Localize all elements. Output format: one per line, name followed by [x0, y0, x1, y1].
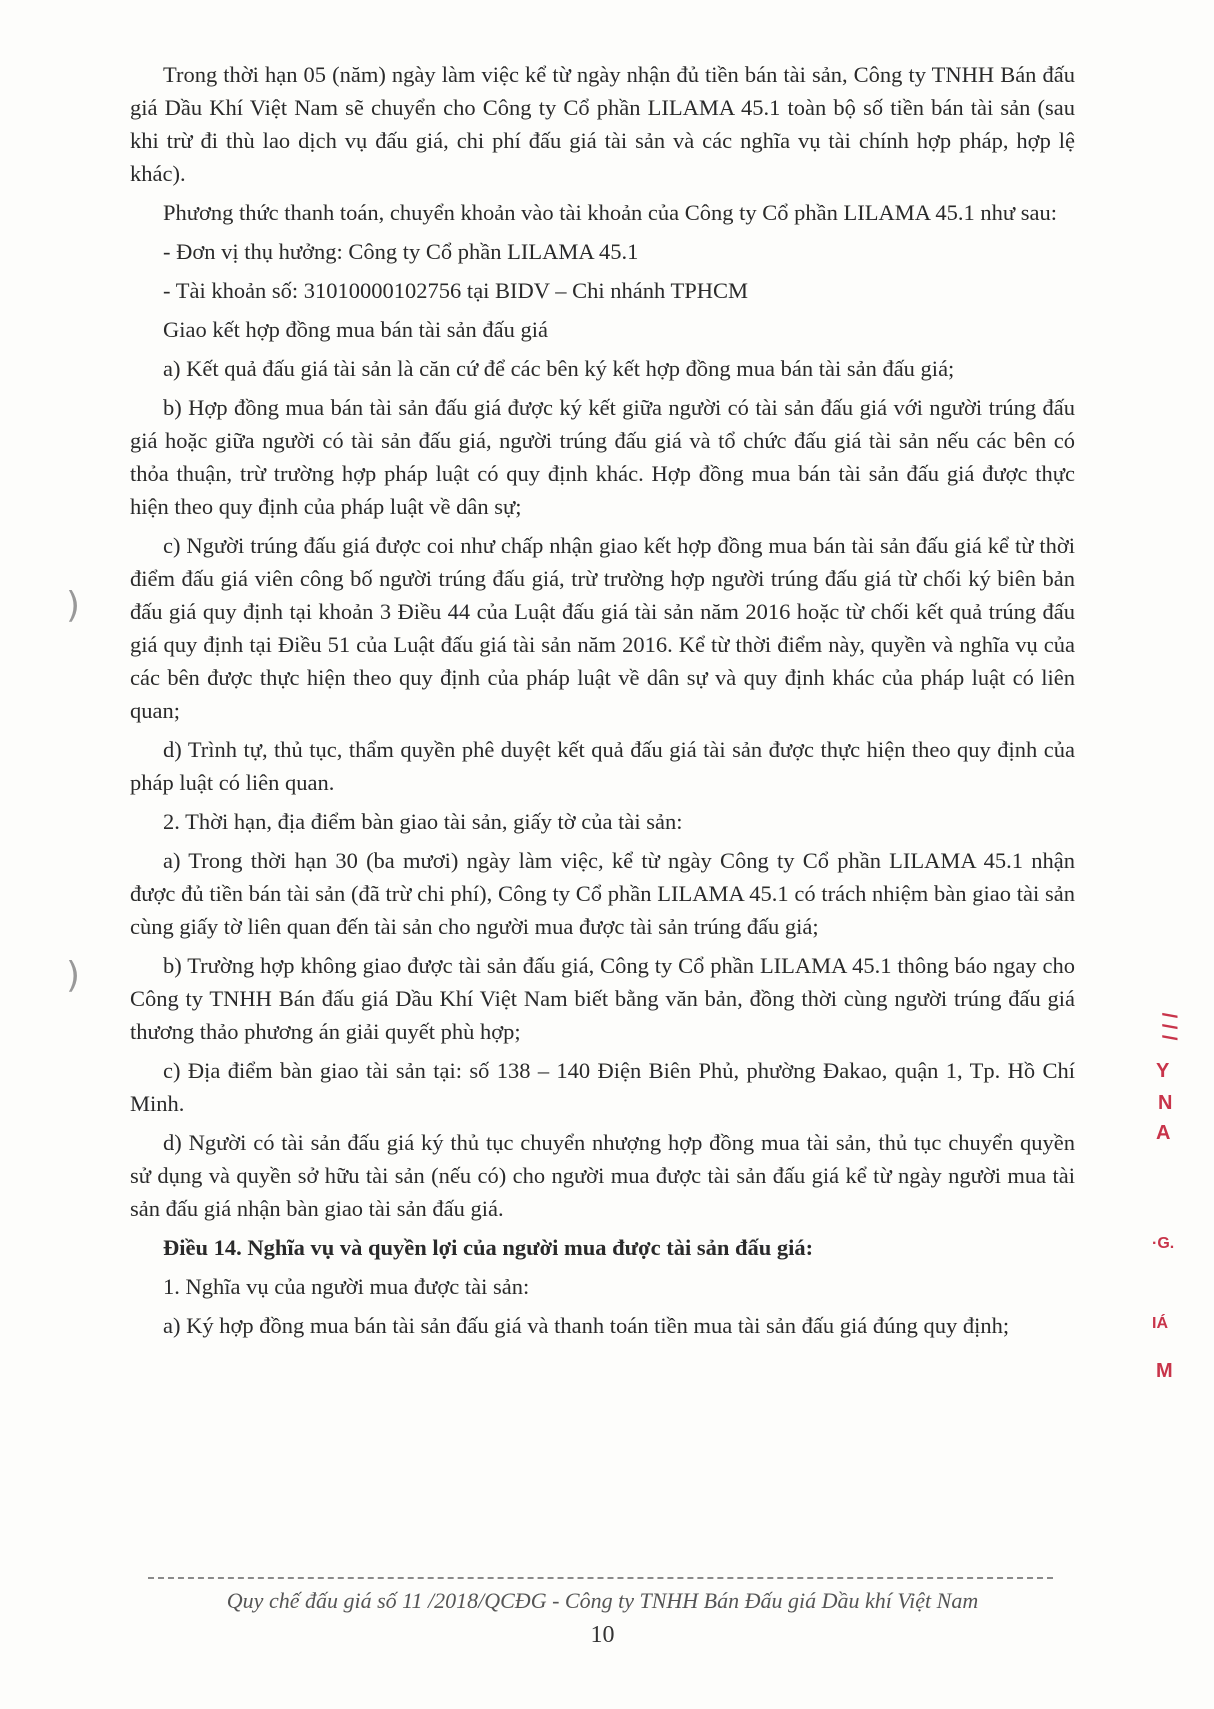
paragraph-item-c-winner: c) Người trúng đấu giá được coi như chấp nhận giao kết hợp đồng mua bán tài sản đấu giá kể từ thời điểm đấu giá viên công bố người trúng đấu giá, trừ trường hợp người trúng đấu giá từ chối ký biên bản đấu giá quy định tại khoản 3 Điều 44 của Luật đấu giá tài sản năm 2016 hoặc từ chối kết quả trúng đấu giá quy định tại Điều 51 của Luật đấu giá tài sản năm 2016. Kể từ thời điểm này, quyền và nghĩa vụ của các bên được thực hiện theo quy định của pháp luật về dân sự và quy định khác của pháp luật có liên quan; — [130, 533, 1075, 723]
paragraph-item-a-result: a) Kết quả đấu giá tài sản là căn cứ để các bên ký kết hợp đồng mua bán tài sản đấu giá; — [163, 356, 955, 381]
paragraph-item-d-approval: d) Trình tự, thủ tục, thẩm quyền phê duyệt kết quả đấu giá tài sản được thực hiện theo quy định của pháp luật có liên quan. — [130, 737, 1075, 795]
paragraph-2d-transfer: d) Người có tài sản đấu giá ký thủ tục chuyển nhượng hợp đồng mua tài sản, thủ tục chuyển quyền sử dụng và quyền sở hữu tài sản (nếu có) cho người mua được tài sản đấu giá kể từ ngày người mua tài sản đấu giá nhận bàn giao tài sản đấu giá. — [130, 1130, 1075, 1221]
paragraph-contract-heading: Giao kết hợp đồng mua bán tài sản đấu giá — [163, 317, 548, 342]
paragraph-2b-failure: b) Trường hợp không giao được tài sản đấu giá, Công ty Cổ phần LILAMA 45.1 thông báo ngay cho Công ty TNHH Bán đấu giá Dầu Khí Việt Nam biết bằng văn bản, đồng thời cùng người trúng đấu giá thương thảo phương án giải quyết phù hợp; — [130, 953, 1075, 1044]
paragraph-2c-location: c) Địa điểm bàn giao tài sản tại: số 138 – 140 Điện Biên Phủ, phường Đakao, quận 1, Tp. Hồ Chí Minh. — [130, 1058, 1075, 1116]
article-14-heading: Điều 14. Nghĩa vụ và quyền lợi của người mua được tài sản đấu giá: — [163, 1235, 814, 1260]
paragraph-beneficiary: - Đơn vị thụ hưởng: Công ty Cổ phần LILAMA 45.1 — [163, 239, 639, 264]
punch-hole-mark: ) — [66, 955, 81, 996]
paragraph-section-2: 2. Thời hạn, địa điểm bàn giao tài sản, giấy tờ của tài sản: — [163, 809, 683, 834]
footer-text: Quy chế đấu giá số 11 /2018/QCĐG - Công ty TNHH Bán Đấu giá Dầu khí Việt Nam — [226, 1588, 979, 1613]
paragraph-transfer-deadline: Trong thời hạn 05 (năm) ngày làm việc kể từ ngày nhận đủ tiền bán tài sản, Công ty TNHH Bán đấu giá Dầu Khí Việt Nam sẽ chuyển cho Công ty Cổ phần LILAMA 45.1 toàn bộ số tiền bán tài sản (sau khi trừ đi thù lao dịch vụ đấu giá, chi phí đấu giá tài sản và các nghĩa vụ tài chính hợp pháp, hợp lệ khác). — [130, 62, 1075, 186]
punch-hole-mark: ) — [66, 585, 81, 626]
footer-divider — [148, 1577, 1053, 1579]
paragraph-account-number: - Tài khoản số: 31010000102756 tại BIDV – Chi nhánh TPHCM — [163, 278, 748, 303]
paragraph-item-b-contract: b) Hợp đồng mua bán tài sản đấu giá được ký kết giữa người có tài sản đấu giá với người trúng đấu giá hoặc giữa người có tài sản đấu giá, người trúng đấu giá và tổ chức đấu giá tài sản nếu các bên có thỏa thuận, trừ trường hợp pháp luật có quy định khác. Hợp đồng mua bán tài sản đấu giá được thực hiện theo quy định của pháp luật về dân sự; — [130, 395, 1075, 519]
page-number: 10 — [590, 1622, 615, 1648]
red-stamp-edge: / / / Y N A ·G. IÁ M — [1152, 1012, 1180, 1382]
paragraph-2a-handover: a) Trong thời hạn 30 (ba mươi) ngày làm việc, kể từ ngày Công ty Cổ phần LILAMA 45.1 nhận được đủ tiền bán tài sản (đã trừ chi phí), Công ty Cổ phần LILAMA 45.1 có trách nhiệm bàn giao tài sản cùng giấy tờ liên quan đến tài sản cho người mua được tài sản trúng đấu giá; — [130, 848, 1075, 939]
paragraph-obligations: 1. Nghĩa vụ của người mua được tài sản: — [163, 1274, 530, 1299]
body-text — [130, 58, 1075, 1342]
paragraph-obligation-a: a) Ký hợp đồng mua bán tài sản đấu giá và thanh toán tiền mua tài sản đấu giá đúng quy định; — [163, 1313, 1010, 1338]
paragraph-payment-method: Phương thức thanh toán, chuyển khoản vào tài khoản của Công ty Cổ phần LILAMA 45.1 như sau: — [163, 200, 1057, 225]
